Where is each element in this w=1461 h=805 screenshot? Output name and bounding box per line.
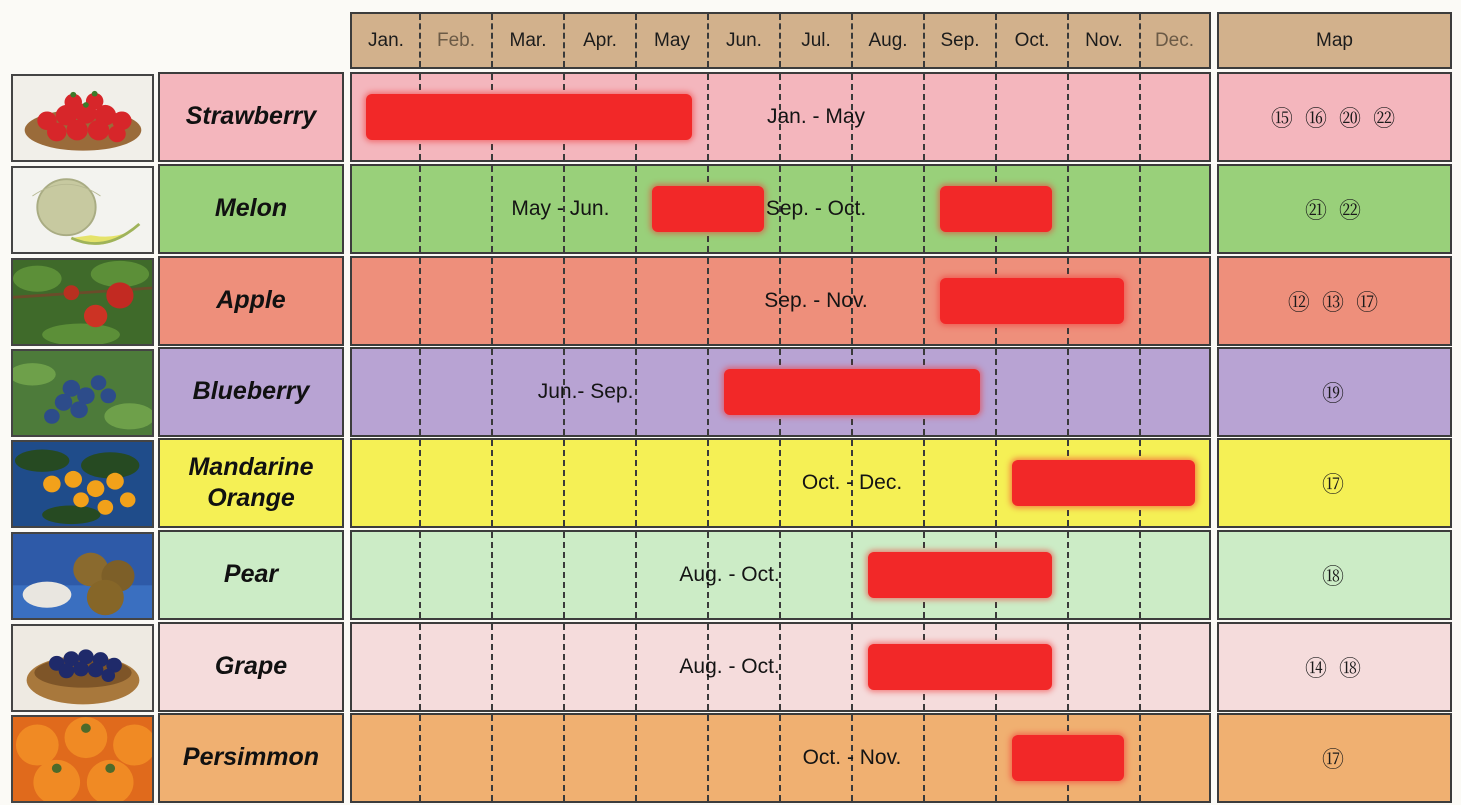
- month-header-1: Jan.: [350, 12, 420, 69]
- header-divider: [779, 14, 781, 67]
- fruit-name-line: Strawberry: [185, 102, 317, 131]
- month-divider: [491, 166, 493, 252]
- header-divider: [563, 14, 565, 67]
- month-divider: [1067, 532, 1069, 618]
- strawberry-map-refs: ⑮ ⑯ ⑳ ㉒: [1217, 72, 1452, 162]
- header-divider: [1067, 14, 1069, 67]
- melon-season-bar: [652, 186, 764, 232]
- apple-season-bar: [940, 278, 1124, 324]
- melon-season-bar: [940, 186, 1052, 232]
- month-divider: [491, 258, 493, 344]
- month-header-5: May: [636, 12, 708, 69]
- month-divider: [707, 440, 709, 526]
- month-header-8: Aug.: [852, 12, 924, 69]
- grape-name-cell: [158, 622, 344, 712]
- month-divider: [923, 440, 925, 526]
- month-divider: [419, 440, 421, 526]
- month-divider: [419, 624, 421, 710]
- month-divider: [491, 440, 493, 526]
- month-divider: [491, 349, 493, 435]
- mandarine-name-cell: [158, 438, 344, 528]
- month-divider: [1067, 349, 1069, 435]
- month-divider: [563, 258, 565, 344]
- mandarine-range-label: Oct. - Dec.: [801, 471, 903, 494]
- month-divider: [635, 166, 637, 252]
- header-divider: [635, 14, 637, 67]
- month-divider: [1067, 74, 1069, 160]
- blueberry-season-bar: [724, 369, 980, 415]
- persimmon-map-refs: ⑰: [1217, 713, 1452, 803]
- month-divider: [635, 715, 637, 801]
- header-divider: [995, 14, 997, 67]
- month-divider: [419, 715, 421, 801]
- persimmon-photo: [11, 715, 154, 803]
- month-divider: [1139, 715, 1141, 801]
- fruit-name-line: Apple: [216, 286, 286, 315]
- persimmon-name-cell: [158, 713, 344, 803]
- month-divider: [419, 166, 421, 252]
- month-divider: [851, 624, 853, 710]
- blueberry-name-cell: [158, 347, 344, 437]
- pear-photo: [11, 532, 154, 620]
- fruit-name-line: Melon: [214, 194, 288, 223]
- melon-range-label: Sep. - Oct.: [765, 197, 867, 220]
- month-divider: [563, 440, 565, 526]
- header-divider: [419, 14, 421, 67]
- month-header-10: Oct.: [996, 12, 1068, 69]
- month-header-9: Sep.: [924, 12, 996, 69]
- month-header-2: Feb.: [420, 12, 492, 69]
- apple-map-refs: ⑫ ⑬ ⑰: [1217, 256, 1452, 346]
- month-divider: [923, 715, 925, 801]
- month-divider: [1067, 624, 1069, 710]
- month-divider: [1139, 258, 1141, 344]
- month-divider: [1139, 349, 1141, 435]
- month-divider: [419, 532, 421, 618]
- grape-photo: [11, 624, 154, 712]
- grape-range-label: Aug. - Oct.: [679, 655, 780, 678]
- month-divider: [707, 349, 709, 435]
- month-divider: [995, 440, 997, 526]
- blueberry-range-label: Jun.- Sep.: [537, 380, 634, 403]
- pear-map-refs: ⑱: [1217, 530, 1452, 620]
- apple-name-cell: [158, 256, 344, 346]
- blueberry-map-refs: ⑲: [1217, 347, 1452, 437]
- melon-photo: [11, 166, 154, 254]
- fruit-name-line: Grape: [214, 652, 288, 681]
- header-divider: [1139, 14, 1141, 67]
- mandarine-photo: [11, 440, 154, 528]
- month-header-3: Mar.: [492, 12, 564, 69]
- month-divider: [995, 349, 997, 435]
- month-header-4: Apr.: [564, 12, 636, 69]
- month-divider: [707, 74, 709, 160]
- month-divider: [1139, 624, 1141, 710]
- month-divider: [1139, 74, 1141, 160]
- header-divider: [491, 14, 493, 67]
- melon-name-cell: [158, 164, 344, 254]
- month-divider: [779, 715, 781, 801]
- month-divider: [923, 258, 925, 344]
- persimmon-season-bar: [1012, 735, 1124, 781]
- month-divider: [635, 532, 637, 618]
- month-header-7: Jul.: [780, 12, 852, 69]
- grape-season-bar: [868, 644, 1052, 690]
- pear-name-cell: [158, 530, 344, 620]
- month-divider: [707, 715, 709, 801]
- month-divider: [635, 349, 637, 435]
- grape-map-refs: ⑭ ⑱: [1217, 622, 1452, 712]
- month-header-11: Nov.: [1068, 12, 1140, 69]
- month-divider: [851, 532, 853, 618]
- month-divider: [491, 532, 493, 618]
- header-divider: [923, 14, 925, 67]
- strawberry-photo: [11, 74, 154, 162]
- pear-season-bar: [868, 552, 1052, 598]
- fruit-name-line: Pear: [223, 560, 279, 589]
- month-divider: [923, 166, 925, 252]
- month-divider: [563, 624, 565, 710]
- month-divider: [635, 258, 637, 344]
- month-divider: [563, 532, 565, 618]
- month-divider: [491, 624, 493, 710]
- strawberry-name-cell: [158, 72, 344, 162]
- month-divider: [491, 715, 493, 801]
- month-divider: [995, 715, 997, 801]
- blueberry-photo: [11, 349, 154, 437]
- month-divider: [1067, 166, 1069, 252]
- header-divider: [851, 14, 853, 67]
- month-divider: [995, 74, 997, 160]
- fruit-name-line: Persimmon: [182, 743, 320, 772]
- fruit-name-line: Orange: [207, 484, 295, 512]
- melon-map-refs: ㉑ ㉒: [1217, 164, 1452, 254]
- month-divider: [1139, 166, 1141, 252]
- month-divider: [779, 440, 781, 526]
- month-divider: [635, 440, 637, 526]
- map-header: Map: [1217, 12, 1452, 69]
- month-divider: [635, 624, 637, 710]
- strawberry-range-label: Jan. - May: [766, 105, 866, 128]
- month-divider: [923, 74, 925, 160]
- header-divider: [707, 14, 709, 67]
- month-header-12: Dec.: [1140, 12, 1211, 69]
- month-divider: [419, 349, 421, 435]
- apple-range-label: Sep. - Nov.: [764, 289, 868, 312]
- month-divider: [1139, 532, 1141, 618]
- strawberry-season-bar: [366, 94, 692, 140]
- mandarine-map-refs: ⑰: [1217, 438, 1452, 528]
- month-header-6: Jun.: [708, 12, 780, 69]
- melon-range-label: May - Jun.: [511, 197, 610, 220]
- mandarine-season-bar: [1012, 460, 1195, 506]
- pear-range-label: Aug. - Oct.: [679, 563, 780, 586]
- fruit-name-line: Blueberry: [192, 377, 310, 406]
- persimmon-range-label: Oct. - Nov.: [802, 746, 902, 769]
- fruit-name-line: Mandarine: [188, 452, 314, 481]
- month-divider: [419, 258, 421, 344]
- month-divider: [563, 715, 565, 801]
- apple-photo: [11, 258, 154, 346]
- month-divider: [707, 258, 709, 344]
